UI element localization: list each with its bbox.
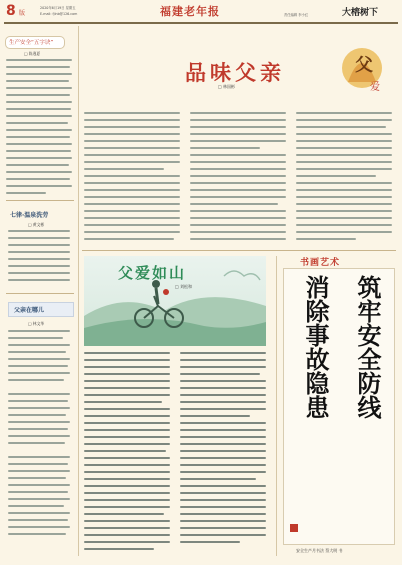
calligraphy-scroll [283,268,395,545]
essay2-title: 父爱如山 [118,264,187,282]
svg-text:父: 父 [355,55,373,76]
poem3-title: 父亲在哪儿 [14,307,45,314]
masthead: 福建老年报 [160,5,220,18]
header-rule [4,22,398,24]
date-line: 2020年6月19日 星期五 [40,6,76,10]
poem1-title: 生产安全“五字诀” [9,40,54,46]
essay2-body [84,352,268,552]
page-suffix: 版 [19,10,26,17]
column-name: 大榕树下 [342,8,379,18]
fathers-day-logo [336,38,388,94]
art-heading: 书画艺术 [300,258,341,268]
essay2-author: □ 刘松和 [175,284,193,289]
email-line: E-mail: fjlnb@126.com [40,12,78,16]
calligraphy-line-2: 消除事故隐患 [301,275,330,419]
calligraphy-line-1: 筑牢安全防线 [353,275,382,419]
poem2-author: □ 黄文彬 [28,222,45,227]
poem1-author: □ 陈逸夏 [24,51,41,56]
essay1-title: 品味父亲 [185,60,285,85]
editor-line: 责任编辑 李小红 [284,13,309,17]
svg-text:爱: 爱 [370,82,380,93]
poem3-author: □ 林文华 [28,321,45,326]
art-caption: 安全生产月书法 蔡大明 书 [296,548,343,553]
essay1-author: □ 林国彬 [218,84,236,89]
page-number: 8 [6,3,16,19]
seal-stamp [290,524,298,532]
essay1-body [84,112,394,247]
poem2-title: 七律·温泉洗劳 [10,212,49,219]
